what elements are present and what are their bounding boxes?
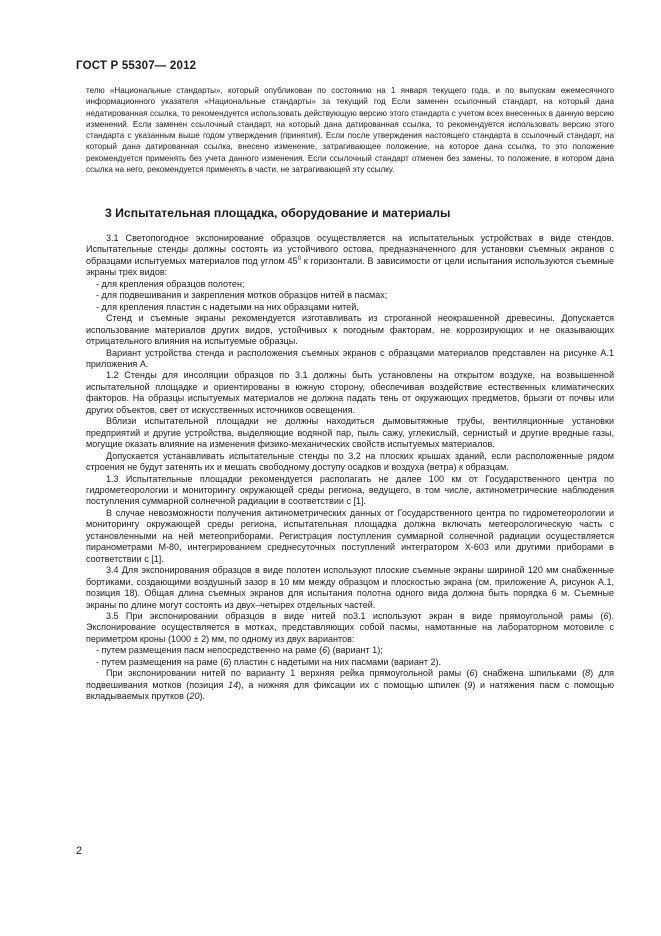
paragraph-text: - путем размещения на раме (: [96, 656, 224, 667]
list-item: - для крепления пластин с надетыми на них образцами нитей.: [96, 301, 359, 312]
section-title: 3 Испытательная площадка, оборудование и материалы: [105, 206, 451, 220]
position-ref: 8: [585, 668, 591, 679]
paragraph-text: При экспонировании нитей по варианту 1 верхняя рейка прямоугольной рамы (: [106, 668, 470, 679]
paragraph: Вариант устройства стенда и расположения съемных экранов с образцами материалов представлен на рисунке А.1 приложения А.: [86, 347, 614, 369]
section-body: [86, 233, 614, 703]
intro-paragraph: телю «Национальные стандарты», который опубликован по состоянию на 1 января текущего года, и по выпускам ежемесячного информационного указателя «Национальные стандарты» за текущий год Если заменен ссылочный стандарт, на который дана недатированная ссылка, то рекомендуется использовать действующую версию этого стандарта с учетом всех внесенных в данную версию изменений. Если заменен ссылочный стандарт, на который дана датированная ссылка, то рекомендуется использовать версию этого стандарта с указанным выше годом утверждения (принятия). Если после утверждения настоящего стандарта в ссылочный стандарт, на который дана датированная ссылка, внесено изменение, затрагивающее положение, на которое дана ссылка, то это положение рекомендуется применять без учета данного изменения. Если ссылочный стандарт отменен без замены, то положение, в котором дана ссылка на него, рекомендуется применять в части, не затрагивающей эту ссылку.: [86, 86, 614, 175]
page-number: 2: [76, 845, 83, 857]
paragraph: [86, 668, 614, 702]
paragraph-text: ), а нижняя для фиксации их с помощью шпилек (: [238, 679, 468, 690]
paragraph-text: ).: [199, 691, 206, 702]
position-ref: 6: [603, 610, 609, 621]
paragraph-3-5: [86, 611, 614, 645]
paragraph-text: ) для подвешивания мотков (позиция: [86, 668, 615, 690]
position-ref: 6: [469, 668, 475, 679]
superscript-degree: 0: [297, 255, 301, 262]
paragraph: Вблизи испытательной площадки не должны находиться дымовытяжные трубы, вентиляционные установки предприятий и другие устройства, выделяющие водяной пар, пыль сажу, углекислый, сернистый и другие вредные газы, могущие оказать влияние на изменения физико-механических свойств испытуемых материалов.: [86, 416, 614, 450]
position-ref: 9: [467, 679, 473, 690]
paragraph-text: ). Экспонирование осуществляется в мотках, представляющих собой пасмы, намотанные на лабораторном мотовиле с периметром кроны (1000 ± 2) мм, по одному из двух вариантов:: [86, 610, 614, 644]
paragraph-text: ) и натяжения пасм с помощью вкладываемых прутков (: [86, 679, 614, 702]
paragraph-text: 3.1 Светопогодное экспонирование образцов осуществляется на испытательных устройствах в виде стендов. Испытательные стенды должны состоять из устойчивого остова, предназначенного для установки съемных экранов с образцами испытуемых материалов под углом 45: [86, 233, 614, 266]
paragraph-3-1: [86, 233, 614, 279]
paragraph-text: ) пластин с надетыми на них пасмами (вариант 2).: [228, 656, 442, 667]
list-item: - для подвешивания и закрепления мотков образцов нитей в пасмах;: [96, 290, 388, 301]
paragraph: Стенд и съемные экраны рекомендуется изготавливать из строганной неокрашенной древесины. Допускается использование материалов других видов, устойчивых к погодным факторам, не коррозирующих и не оказывающих отрицательного влияния на испытуемые образцы.: [86, 313, 614, 347]
intro-continuation: [86, 85, 614, 175]
position-ref: 14: [228, 679, 239, 690]
position-ref: 20: [189, 691, 200, 702]
paragraph-1-3: 1.3 Испытательные площадки рекомендуется располагать не далее 100 км от Государственного центра по гидрометеорологии и мониторингу окружающей среды региона, ведущего, в том числе, актинометрические наблюдения поступления суммарной солнечной радиации в соответствии с [1].: [86, 473, 614, 507]
paragraph: Допускается устанавливать испытательные стенды по 3.2 на плоских крышах зданий, если расположенные рядом строения не будут затенять их и мешать свободному доступу осадков и воздуха (ветра) к образцам.: [86, 450, 614, 473]
document-header: ГОСТ Р 55307— 2012: [76, 60, 197, 72]
paragraph-text: ) снабжена шпильками (: [474, 668, 586, 679]
paragraph-3-4: 3.4 Для экспонирования образцов в виде полотен используют плоские съемные экраны шириной 120 мм снабженные бортиками, создающими воздушный зазор в 10 мм между образцом и плоскостью экрана (см. приложение А, рисунок А.1, позиция 18). Общая длина съемных экранов для испытания полотна одного вида должна быть порядка 6 м. Съемные экраны по длине могут состоять из двух–четырех отдельных частей.: [86, 565, 614, 610]
paragraph-text: 3.5 При экспонировании образцов в виде нитей по3.1 используют экран в виде прямоугольной рамы (: [106, 610, 604, 621]
paragraph-text: ) (вариант 1);: [327, 645, 383, 656]
paragraph-text: - путем размещения пасм непосредственно на раме (: [96, 645, 323, 656]
paragraph-text: к горизонтали. В зависимости от цели испытания используются съемные экраны трех видов:: [86, 255, 614, 278]
list-item: [86, 657, 614, 668]
paragraph: В случае невозможности получения актинометрических данных от Государственного центра по гидрометеорологии и мониторингу окружающей среды региона, испытательная площадка должна включать метеорологическую часть с установленными на ней метеоприборами. Регистрация поступления суммарной солнечной радиации осуществляется пиранометрами М-80, интегрированием среднесуточных поступлений интегратором Х-603 или другими приборами в соответствии с [1].: [86, 507, 614, 564]
position-ref: 6: [223, 656, 229, 667]
list-item: [86, 645, 614, 656]
list-item: - для крепления образцов полотен;: [96, 278, 245, 289]
position-ref: 6: [322, 645, 328, 656]
paragraph-1-2: 1.2 Стенды для инсоляции образцов по 3.1 должны быть установлены на открытом воздухе, на возвышенной испытательной площадке и ориентированы в южную сторону, обеспечивая воздействие естественных климатических факторов. На образцы испытуемых материалов не должна падать тень от окружающих предметов, брызги от почвы или других объектов, свет от искусственных источников освещения.: [86, 370, 614, 415]
